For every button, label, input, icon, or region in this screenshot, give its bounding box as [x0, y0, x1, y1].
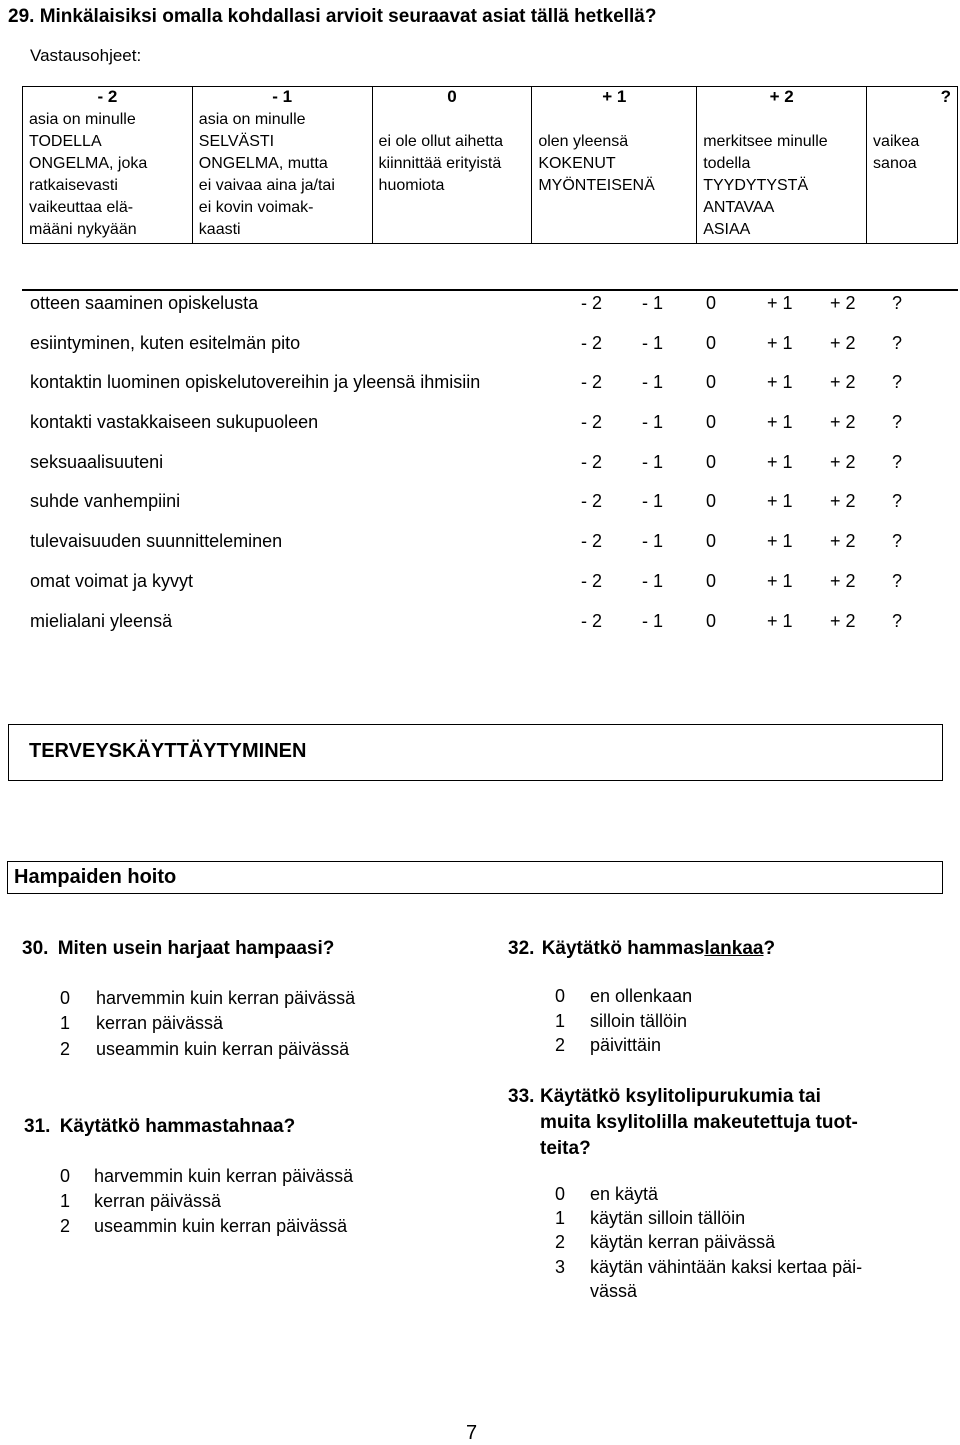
rating-item-label: suhde vanhempiini [30, 491, 181, 512]
question-title-line: muita ksylitolilla makeutettuja tuot- [540, 1112, 858, 1133]
rating-item [30, 330, 950, 370]
scale-option-zero[interactable]: 0 [706, 293, 717, 313]
scale-option-unsure[interactable]: ? [892, 293, 903, 313]
scale-option-zero[interactable]: 0 [706, 491, 717, 512]
scale-option-plus1[interactable]: + 1 [767, 412, 793, 433]
scale-option-minus2[interactable]: - 2 [581, 610, 603, 631]
scale-option-plus1[interactable]: + 1 [767, 372, 793, 393]
question-30-heading [22, 938, 334, 960]
desc-line: määni nykyään [29, 221, 137, 238]
scale-option-zero[interactable]: 0 [706, 412, 717, 433]
option-text: harvemmin kuin kerran päivässä [94, 1166, 354, 1186]
question-31-heading [24, 1116, 295, 1138]
scale-option-zero[interactable]: 0 [706, 372, 717, 393]
rating-item-label: omat voimat ja kyvyt [30, 570, 194, 591]
scale-description-cell [697, 107, 867, 244]
rating-item-label: esiintyminen, kuten esitelmän pito [30, 332, 301, 353]
scale-header-cell: 0 [372, 87, 532, 108]
question-number: 32. [508, 938, 535, 959]
rating-item [30, 369, 950, 409]
scale-option-unsure[interactable]: ? [892, 412, 903, 433]
scale-option-minus1[interactable]: - 1 [642, 332, 664, 353]
option-code: 2 [60, 1039, 71, 1059]
question-title-end: ? [763, 938, 776, 959]
scale-option-plus1[interactable]: + 1 [767, 293, 793, 313]
desc-line: huomiota [378, 177, 445, 194]
scale-header-cell: - 2 [23, 87, 193, 108]
scale-option-minus1[interactable]: - 1 [642, 372, 664, 393]
option-text: en käytä [590, 1184, 659, 1204]
desc-line: vaikea [873, 133, 920, 150]
scale-option-minus1[interactable]: - 1 [642, 570, 664, 591]
option-code: 2 [555, 1035, 566, 1055]
scale-option-plus1[interactable]: + 1 [767, 451, 793, 472]
scale-option-minus2[interactable]: - 2 [581, 332, 603, 353]
question-number: 31. [24, 1116, 51, 1137]
scale-option-minus1[interactable]: - 1 [642, 451, 664, 472]
scale-option-zero[interactable]: 0 [706, 451, 717, 472]
answer-option[interactable] [60, 1216, 347, 1237]
answer-option[interactable] [555, 1257, 862, 1278]
scale-option-unsure[interactable]: ? [892, 491, 903, 512]
scale-option-zero[interactable]: 0 [706, 610, 717, 631]
scale-legend-table [22, 86, 958, 244]
desc-line [538, 109, 690, 131]
question-title: Käytätkö hammas [541, 938, 705, 959]
scale-option-plus1[interactable]: + 1 [767, 570, 793, 591]
option-text: käytän silloin tällöin [590, 1208, 746, 1228]
desc-line: TYYDYTYSTÄ [703, 177, 809, 194]
scale-option-plus2[interactable]: + 2 [830, 610, 856, 631]
scale-option-minus2[interactable]: - 2 [581, 531, 603, 552]
option-text: päivittäin [590, 1035, 662, 1055]
scale-option-unsure[interactable]: ? [892, 332, 903, 353]
answer-option[interactable] [555, 1208, 745, 1229]
scale-header-cell: + 1 [532, 87, 697, 108]
answer-option[interactable] [555, 1011, 687, 1032]
rating-item-label: otteen saaminen opiskelusta [30, 293, 259, 313]
scale-option-plus2[interactable]: + 2 [830, 412, 856, 433]
scale-option-minus1[interactable]: - 1 [642, 491, 664, 512]
rating-item [30, 488, 950, 528]
option-code: 1 [555, 1011, 566, 1031]
scale-option-minus2[interactable]: - 2 [581, 491, 603, 512]
desc-line: ei ole ollut aihetta [378, 133, 504, 150]
rating-item [30, 568, 950, 608]
option-text-continuation: vässä [590, 1281, 638, 1301]
rating-items-list [30, 290, 950, 647]
answer-option[interactable] [555, 1232, 775, 1253]
rating-item-label: seksuaalisuuteni [30, 451, 164, 472]
section-title: TERVEYSKÄYTTÄYTYMINEN [29, 740, 307, 762]
desc-line: ASIAA [703, 221, 751, 238]
option-code: 0 [60, 988, 71, 1008]
rating-item-label: tulevaisuuden suunnitteleminen [30, 531, 283, 552]
desc-line [379, 109, 526, 131]
desc-line: TODELLA [29, 133, 102, 150]
option-text: kerran päivässä [94, 1191, 222, 1211]
scale-option-unsure[interactable]: ? [892, 451, 903, 472]
question-number: 29. [8, 6, 35, 27]
scale-option-minus1[interactable]: - 1 [642, 610, 664, 631]
scale-header-cell: + 2 [697, 87, 867, 108]
scale-option-plus2[interactable]: + 2 [830, 451, 856, 472]
rating-item [30, 608, 950, 648]
question-title: Miten usein harjaat hampaasi? [57, 938, 335, 959]
option-text: harvemmin kuin kerran päivässä [96, 988, 356, 1008]
option-code: 1 [555, 1208, 566, 1228]
scale-option-plus1[interactable]: + 1 [767, 332, 793, 353]
question-number: 30. [22, 938, 49, 959]
question-title: Minkälaisiksi omalla kohdallasi arvioit seuraavat asiat tällä hetkellä? [39, 6, 657, 27]
answer-option[interactable] [555, 986, 692, 1007]
subsection-heading-box [7, 861, 943, 894]
rating-item-label: kontakti vastakkaiseen sukupuoleen [30, 412, 319, 433]
scale-option-unsure[interactable]: ? [892, 372, 903, 393]
scale-description-cell [192, 107, 372, 244]
desc-line: KOKENUT [538, 155, 616, 172]
answer-option[interactable] [60, 1166, 353, 1187]
option-text: useammin kuin kerran päivässä [94, 1216, 348, 1236]
question-title-line: teita? [540, 1138, 591, 1159]
scale-header-row [23, 87, 958, 108]
scale-option-plus2[interactable]: + 2 [830, 293, 856, 313]
option-code: 0 [555, 986, 566, 1006]
rating-item-label: kontaktin luominen opiskelutovereihin ja yleensä ihmisiin [30, 372, 481, 393]
scale-option-zero[interactable]: 0 [706, 570, 717, 591]
option-text: en ollenkaan [590, 986, 693, 1006]
desc-line: ONGELMA, joka [29, 155, 148, 172]
scale-option-plus2[interactable]: + 2 [830, 372, 856, 393]
scale-option-plus1[interactable]: + 1 [767, 491, 793, 512]
answer-option[interactable] [555, 1035, 661, 1056]
scale-option-minus1[interactable]: - 1 [642, 412, 664, 433]
scale-option-minus2[interactable]: - 2 [581, 451, 603, 472]
scale-option-minus2[interactable]: - 2 [581, 372, 603, 393]
scale-option-plus2[interactable]: + 2 [830, 332, 856, 353]
scale-option-unsure[interactable]: ? [892, 570, 903, 591]
question-title: Käytätkö hammastahnaa? [59, 1116, 296, 1137]
rating-item-label: mielialani yleensä [30, 610, 173, 631]
scale-option-unsure[interactable]: ? [892, 610, 903, 631]
desc-line: kaasti [198, 221, 241, 238]
scale-option-zero[interactable]: 0 [706, 531, 717, 552]
desc-line: SELVÄSTI [198, 133, 275, 150]
scale-option-plus1[interactable]: + 1 [767, 531, 793, 552]
desc-line: todella [703, 155, 751, 172]
desc-line [703, 109, 860, 131]
section-heading-box [8, 724, 943, 781]
desc-line: ei kovin voimak- [198, 199, 314, 216]
answer-option[interactable] [555, 1184, 658, 1205]
desc-line [873, 109, 951, 131]
option-text: kerran päivässä [96, 1013, 224, 1033]
option-text: käytän vähintään kaksi kertaa päi- [590, 1257, 863, 1277]
question-number: 33. [508, 1086, 535, 1107]
desc-line: ei vaivaa aina ja/tai [198, 177, 335, 194]
question-32-heading [508, 938, 775, 960]
scale-description-cell [532, 107, 697, 244]
scale-option-minus2[interactable]: - 2 [581, 412, 603, 433]
scale-option-plus1[interactable]: + 1 [767, 610, 793, 631]
option-code: 1 [60, 1191, 71, 1211]
desc-line: sanoa [873, 155, 917, 172]
rating-item [30, 290, 950, 330]
desc-line: ANTAVAA [703, 199, 775, 216]
scale-option-plus2[interactable]: + 2 [830, 570, 856, 591]
option-code: 1 [60, 1013, 71, 1033]
option-code: 2 [555, 1232, 566, 1252]
rating-item [30, 528, 950, 568]
desc-line: olen yleensä [538, 133, 629, 150]
option-code: 3 [555, 1257, 566, 1277]
question-title-underlined: lankaa [704, 938, 764, 959]
question-29-heading [8, 6, 656, 28]
scale-option-zero[interactable]: 0 [706, 332, 717, 353]
scale-description-cell [23, 107, 193, 244]
desc-line: ratkaisevasti [29, 177, 118, 194]
desc-line: MYÖNTEISENÄ [538, 177, 655, 194]
answer-option[interactable] [60, 1039, 349, 1060]
rating-item [30, 449, 950, 489]
option-text: silloin tällöin [590, 1011, 688, 1031]
scale-option-minus2[interactable]: - 2 [581, 293, 603, 313]
answer-option[interactable] [60, 1191, 221, 1212]
scale-header-cell: - 1 [192, 87, 372, 108]
scale-option-minus2[interactable]: - 2 [581, 570, 603, 591]
question-title-line: Käytätkö ksylitolipurukumia tai [540, 1086, 821, 1107]
desc-line: kiinnittää erityistä [378, 155, 502, 172]
subsection-title: Hampaiden hoito [14, 866, 177, 888]
rating-item [30, 409, 950, 449]
option-text: käytän kerran päivässä [590, 1232, 776, 1252]
desc-line: merkitsee minulle [703, 133, 828, 150]
desc-line: asia on minulle [198, 111, 306, 128]
page-number: 7 [466, 1422, 478, 1444]
option-code: 0 [60, 1166, 71, 1186]
scale-option-minus1[interactable]: - 1 [642, 531, 664, 552]
scale-description-cell [372, 107, 532, 244]
option-text: useammin kuin kerran päivässä [96, 1039, 350, 1059]
scale-option-unsure[interactable]: ? [892, 531, 903, 552]
option-code: 2 [60, 1216, 71, 1236]
scale-header-cell: ? [867, 87, 958, 108]
answer-option[interactable] [60, 988, 355, 1009]
scale-option-plus2[interactable]: + 2 [830, 491, 856, 512]
option-code: 0 [555, 1184, 566, 1204]
desc-line: asia on minulle [29, 111, 136, 128]
scale-option-plus2[interactable]: + 2 [830, 531, 856, 552]
scale-description-row [23, 107, 958, 244]
desc-line: vaikeuttaa elä- [29, 199, 134, 216]
scale-option-minus1[interactable]: - 1 [642, 293, 664, 313]
desc-line: ONGELMA, mutta [198, 155, 328, 172]
instructions-label: Vastausohjeet: [30, 46, 142, 65]
scale-description-cell [867, 107, 958, 244]
answer-option[interactable] [60, 1013, 223, 1034]
